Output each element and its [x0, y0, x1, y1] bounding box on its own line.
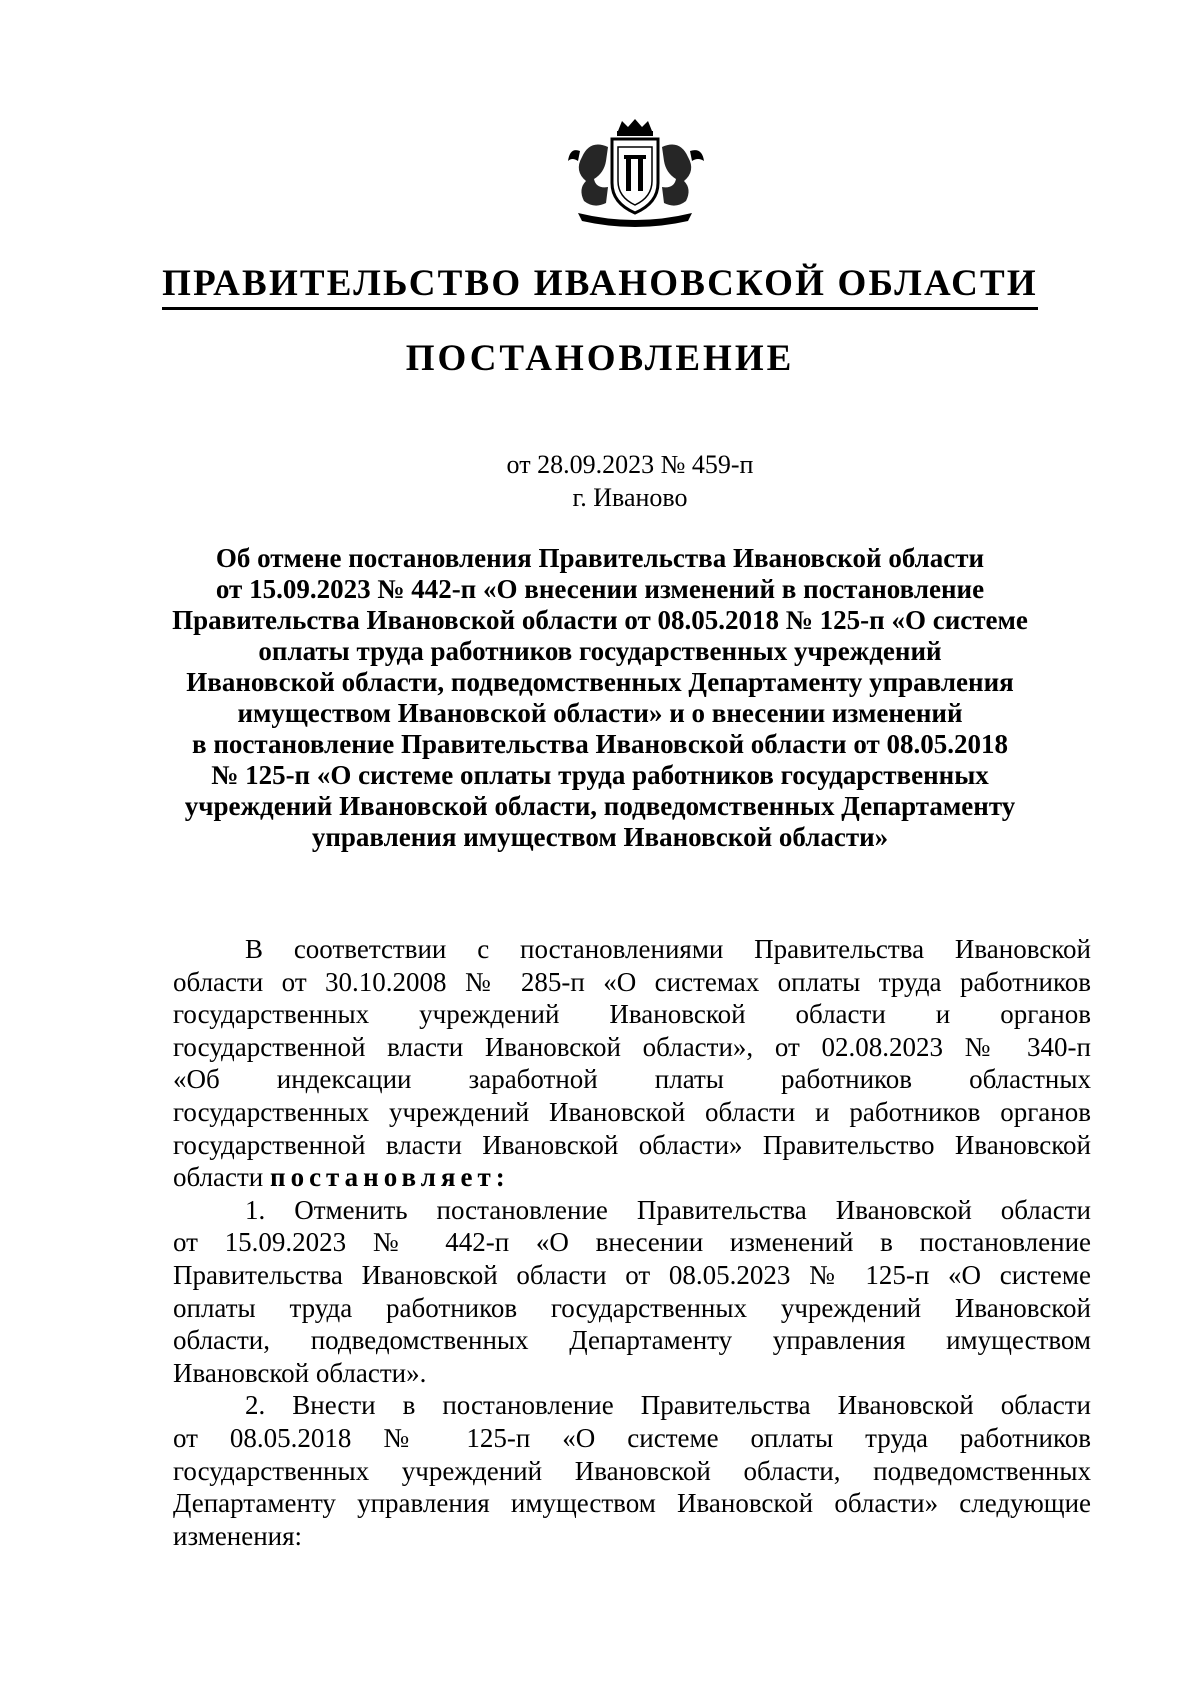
ivanovo-region-coat-of-arms-icon — [560, 117, 710, 229]
body-line: государственной власти Ивановской области», от 02.08.2023 № 340-п — [173, 1031, 1091, 1062]
body-line: 1. Отменить постановление Правительства Ивановской области — [245, 1194, 1091, 1225]
body-line: государственных учреждений Ивановской области и органов — [173, 999, 1091, 1030]
body-line: области, подведомственных Департаменту управления имуществом — [173, 1325, 1091, 1356]
resolves-keyword: постановляет: — [270, 1162, 510, 1193]
subject-line: в постановление Правительства Ивановской области от 08.05.2018 — [191, 729, 1008, 759]
subject-line: Ивановской области, подведомственных Департаменту управления — [186, 667, 1014, 697]
city: г. Иваново — [572, 483, 688, 512]
body-line: Ивановской области». — [173, 1357, 427, 1388]
item-2-paragraph — [173, 1389, 1091, 1552]
subject-line: Правительства Ивановской области от 08.05.2018 № 125-п «О системе — [172, 605, 1028, 635]
subject-line: управления имуществом Ивановской области» — [311, 822, 889, 852]
subject-line: от 15.09.2023 № 442-п «О внесении изменений в постановление — [215, 574, 985, 604]
body-line: Департаменту управления имуществом Ивановской области» следующие — [173, 1488, 1091, 1519]
organization-title — [0, 262, 1200, 305]
preamble-last-prefix: области — [173, 1162, 271, 1193]
body-line: от 08.05.2018 № 125-п «О системе оплаты труда работников — [173, 1422, 1091, 1453]
document-meta — [0, 448, 1200, 514]
body-line: государственных учреждений Ивановской области и работников органов — [173, 1096, 1091, 1127]
body-line — [173, 1161, 1091, 1194]
subject-line: оплаты труда работников государственных учреждений — [258, 636, 942, 666]
subject-line: Об отмене постановления Правительства Ивановской области — [215, 543, 985, 573]
body-line: государственных учреждений Ивановской области, подведомственных — [173, 1455, 1091, 1486]
body-line: Правительства Ивановской области от 08.05.2023 № 125-п «О системе — [173, 1259, 1091, 1290]
preamble-paragraph — [173, 933, 1091, 1194]
body-line: от 15.09.2023 № 442-п «О внесении изменений в постановление — [173, 1227, 1091, 1258]
body-line: государственной власти Ивановской области» Правительство Ивановской — [173, 1129, 1091, 1160]
subject-line: № 125-п «О системе оплаты труда работников государственных — [211, 760, 989, 790]
body-line: изменения: — [173, 1520, 303, 1551]
document-body — [173, 933, 1091, 1552]
document-type-heading: ПОСТАНОВЛЕНИЕ — [405, 338, 795, 379]
body-line: «Об индексации заработной платы работников областных — [173, 1064, 1091, 1095]
body-line: В соответствии с постановлениями Правительства Ивановской — [245, 934, 1091, 964]
document-subject-title — [150, 543, 1050, 853]
organization-title-text: ПРАВИТЕЛЬСТВО ИВАНОВСКОЙ ОБЛАСТИ — [162, 263, 1038, 310]
body-line: 2. Внести в постановление Правительства Ивановской области — [245, 1390, 1091, 1421]
subject-line: имуществом Ивановской области» и о внесении изменений — [237, 698, 963, 728]
body-line: оплаты труда работников государственных учреждений Ивановской — [173, 1292, 1091, 1323]
date-and-number: от 28.09.2023 № 459-п — [506, 450, 754, 479]
item-1-paragraph — [173, 1194, 1091, 1390]
body-line: области от 30.10.2008 № 285-п «О системах оплаты труда работников — [173, 966, 1091, 997]
subject-line: учреждений Ивановской области, подведомственных Департаменту — [184, 791, 1016, 821]
